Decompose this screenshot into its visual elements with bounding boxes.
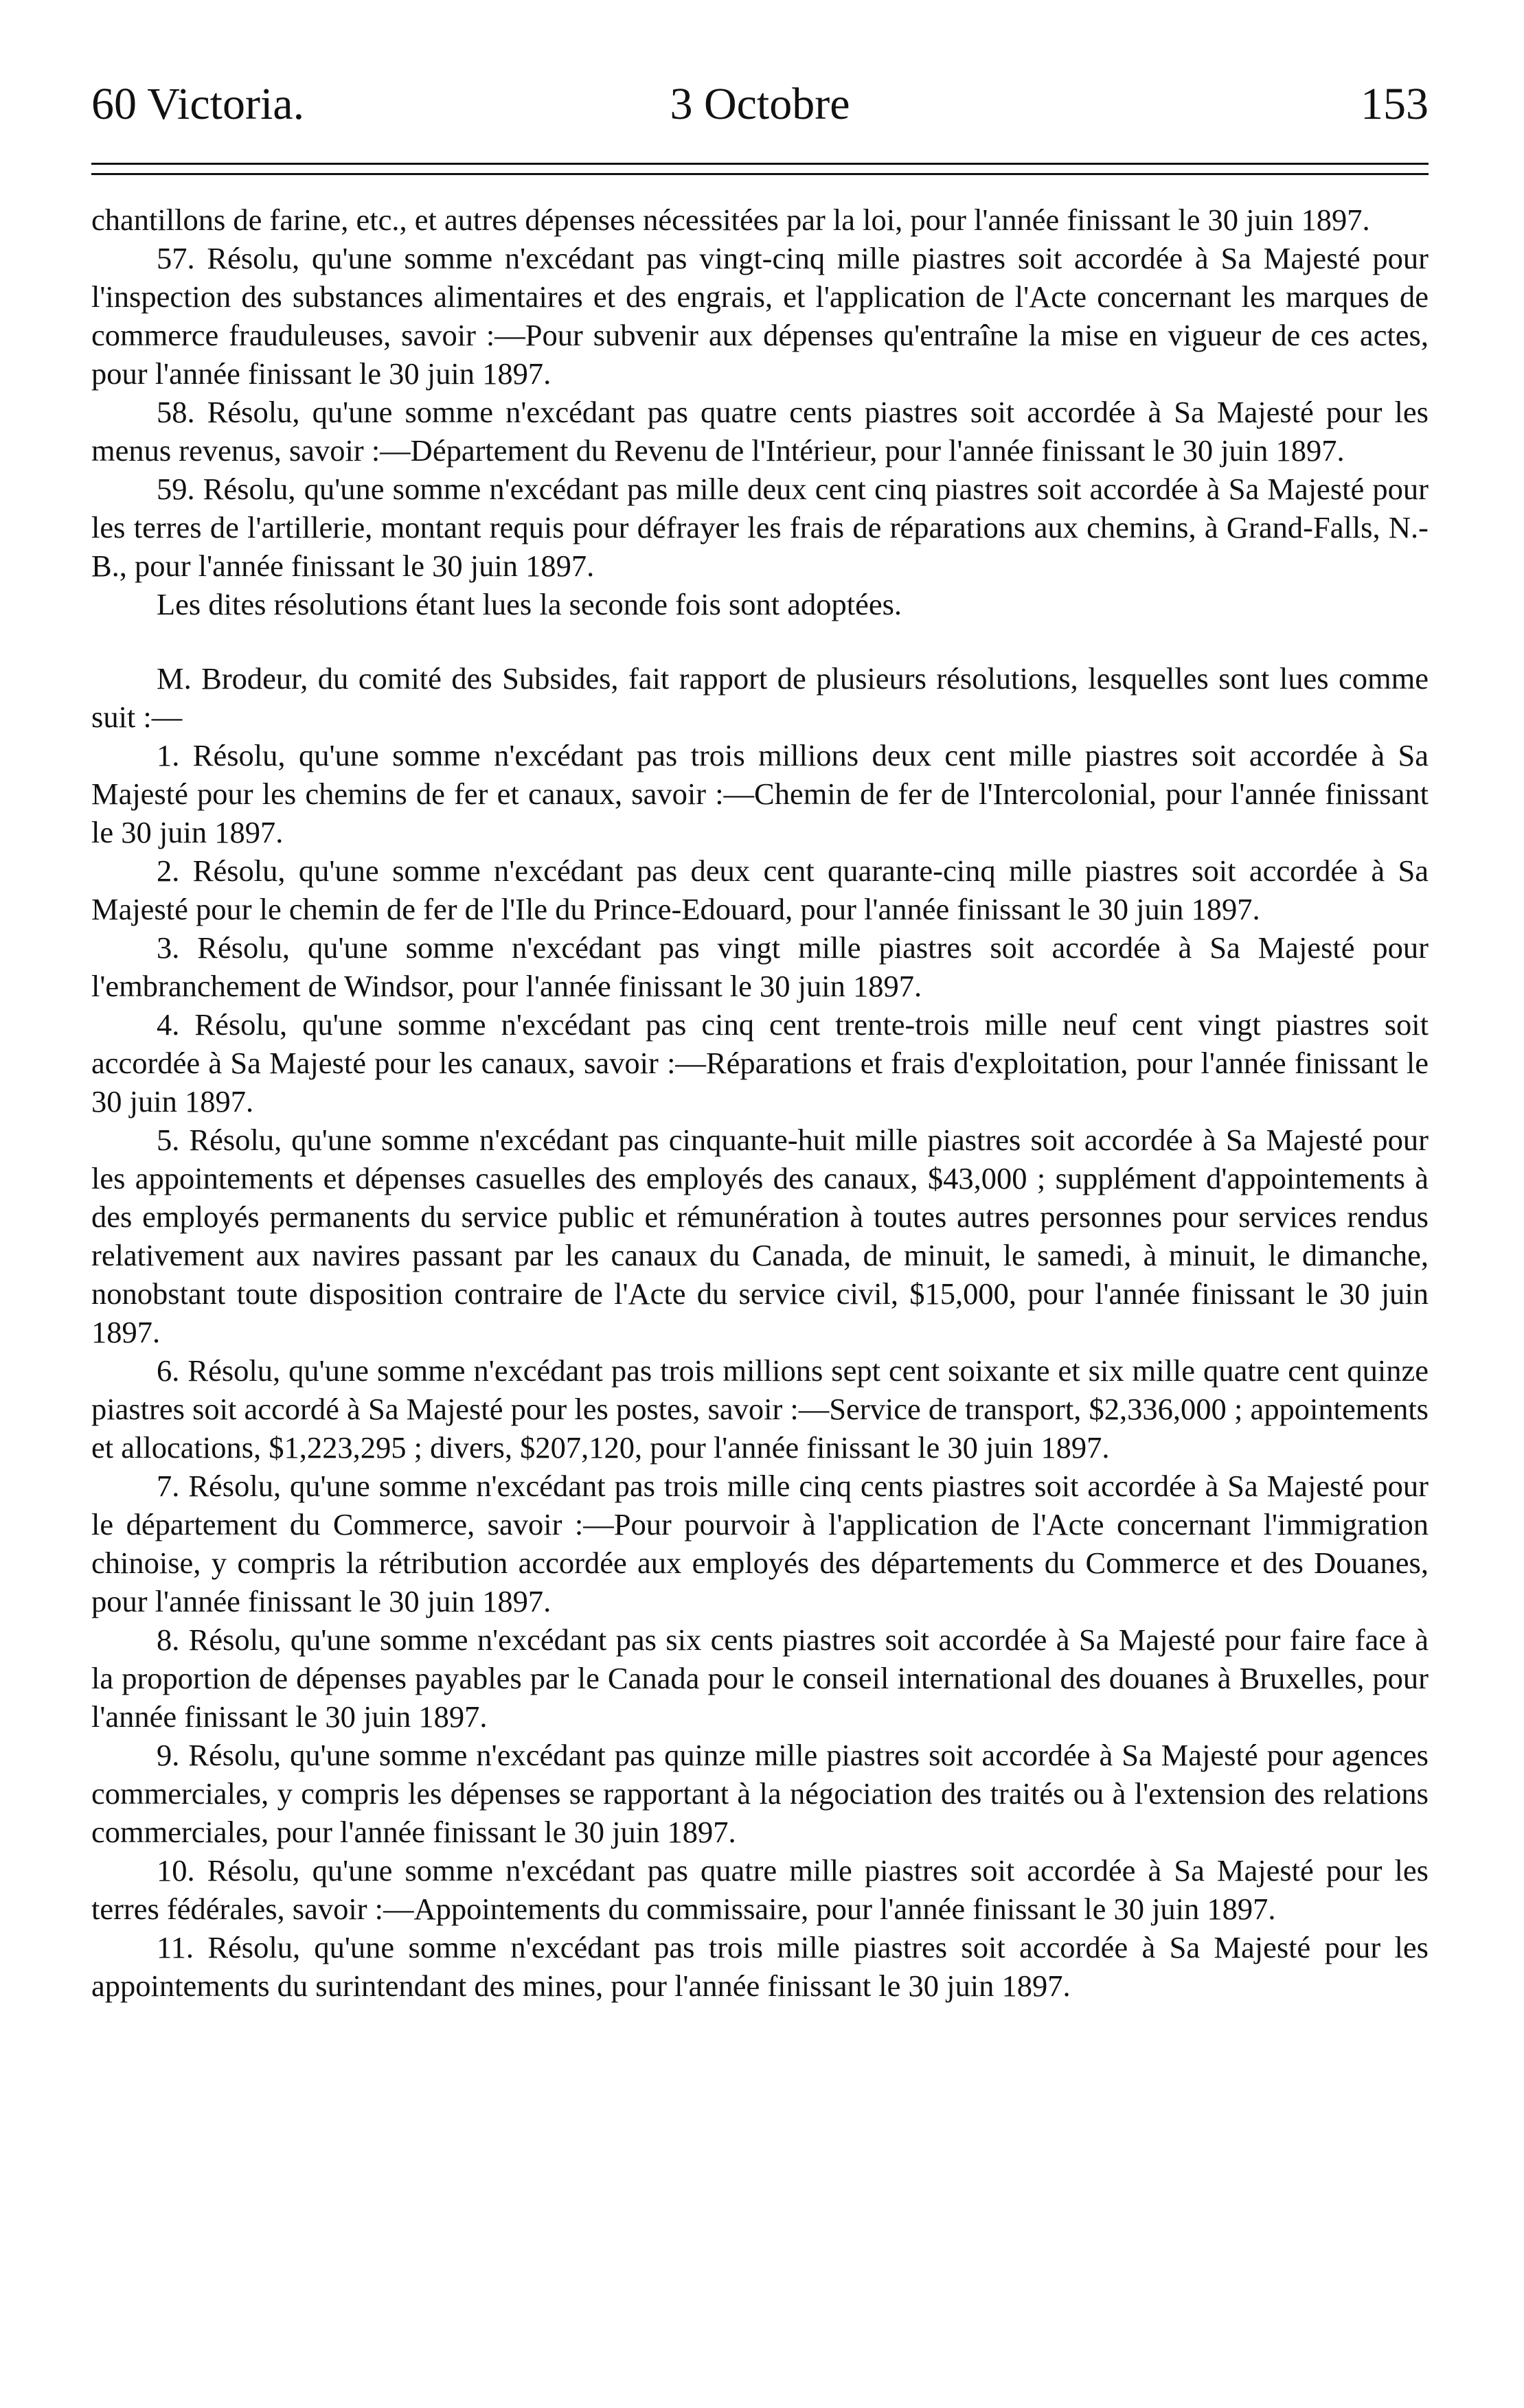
resolution-10: 10. Résolu, qu'une somme n'excédant pas quatre mille piastres soit accordée à Sa Majesté pour les terres fédérales, savoir :—Appointements du commissaire, pour l'année finissant le 30 juin 1897. (91, 1853, 1429, 1926)
header-rule-bottom (91, 173, 1429, 175)
resolution-3: 3. Résolu, qu'une somme n'excédant pas vingt mille piastres soit accordée à Sa Majesté pour l'embranchement de Windsor, pour l'année finissant le 30 juin 1897. (91, 930, 1429, 1003)
resolution-2: 2. Résolu, qu'une somme n'excédant pas deux cent quarante-cinq mille piastres soit accordée à Sa Majesté pour le chemin de fer de l'Ile du Prince-Edouard, pour l'année finissant le 30 juin 1897. (91, 853, 1429, 926)
paragraph-continuation: chantillons de farine, etc., et autres dépenses nécessitées par la loi, pour l'année finissant le 30 juin 1897. (91, 203, 1370, 237)
resolution-6: 6. Résolu, qu'une somme n'excédant pas trois millions sept cent soixante et six mille quatre cent quinze piastres soit accordé à Sa Majesté pour les postes, savoir :—Service de transport, $2,336,000 ; appointements et allocations, $1,223,295 ; divers, $207,120, pour l'année finissant le 30 juin 1897. (91, 1353, 1429, 1465)
adoption-statement: Les dites résolutions étant lues la seconde fois sont adoptées. (157, 587, 902, 621)
resolution-58: 58. Résolu, qu'une somme n'excédant pas quatre cents piastres soit accordée à Sa Majesté pour les menus revenus, savoir :—Département du Revenu de l'Intérieur, pour l'année finissant le 30 juin 1897. (91, 395, 1429, 468)
header-date: 3 Octobre (670, 79, 850, 129)
resolution-8: 8. Résolu, qu'une somme n'excédant pas six cents piastres soit accordée à Sa Majesté pour faire face à la proportion de dépenses payables par le Canada pour le conseil international des douanes à Bruxelles, pour l'année finissant le 30 juin 1897. (91, 1622, 1429, 1734)
resolution-1: 1. Résolu, qu'une somme n'excédant pas trois millions deux cent mille piastres soit accordée à Sa Majesté pour les chemins de fer et canaux, savoir :—Chemin de fer de l'Intercolonial, pour l'année finissant le 30 juin 1897. (91, 738, 1429, 849)
resolution-4: 4. Résolu, qu'une somme n'excédant pas cinq cent trente-trois mille neuf cent vingt piastres soit accordée à Sa Majesté pour les canaux, savoir :—Réparations et frais d'exploitation, pour l'année finissant le 30 juin 1897. (91, 1007, 1429, 1119)
resolution-7: 7. Résolu, qu'une somme n'excédant pas trois mille cinq cents piastres soit accordée à Sa Majesté pour le département du Commerce, savoir :—Pour pourvoir à l'application de l'Acte concernant l'immigration chinoise, y compris la rétribution accordée aux employés des départements du Commerce et des Douanes, pour l'année finissant le 30 juin 1897. (91, 1469, 1429, 1618)
committee-report-intro: M. Brodeur, du comité des Subsides, fait rapport de plusieurs résolutions, lesquelles sont lues comme suit :— (91, 661, 1429, 734)
resolution-57: 57. Résolu, qu'une somme n'excédant pas vingt-cinq mille piastres soit accordée à Sa Majesté pour l'inspection des substances alimentaires et des engrais, et l'application de l'Acte concernant les marques de commerce frauduleuses, savoir :—Pour subvenir aux dépenses qu'entraîne la mise en vigueur de ces actes, pour l'année finissant le 30 juin 1897. (91, 241, 1429, 391)
resolution-5: 5. Résolu, qu'une somme n'excédant pas cinquante-huit mille piastres soit accordée à Sa Majesté pour les appointements et dépenses casuelles des employés des canaux, $43,000 ; supplément d'appointements à des employés permanents du service public et rémunération à toutes autres personnes pour services rendus relativement aux navires passant par les canaux du Canada, de minuit, le samedi, à minuit, le dimanche, nonobstant toute disposition contraire de l'Acte du service civil, $15,000, pour l'année finissant le 30 juin 1897. (91, 1123, 1429, 1349)
header-rule-top (91, 163, 1429, 165)
resolution-11: 11. Résolu, qu'une somme n'excédant pas trois mille piastres soit accordée à Sa Majesté pour les appointements du surintendant des mines, pour l'année finissant le 30 juin 1897. (91, 1930, 1429, 2003)
header-session: 60 Victoria. (91, 79, 305, 129)
resolution-59: 59. Résolu, qu'une somme n'excédant pas mille deux cent cinq piastres soit accordée à Sa Majesté pour les terres de l'artillerie, montant requis pour défrayer les frais de réparations aux chemins, à Grand-Falls, N.-B., pour l'année finissant le 30 juin 1897. (91, 472, 1429, 583)
resolution-9: 9. Résolu, qu'une somme n'excédant pas quinze mille piastres soit accordée à Sa Majesté pour agences commerciales, y compris les dépenses se rapportant à la négociation des traités ou à l'extension des relations commerciales, pour l'année finissant le 30 juin 1897. (91, 1738, 1429, 1849)
page-number: 153 (1361, 79, 1429, 129)
page-header (91, 77, 1429, 132)
page-body (91, 200, 1429, 2005)
